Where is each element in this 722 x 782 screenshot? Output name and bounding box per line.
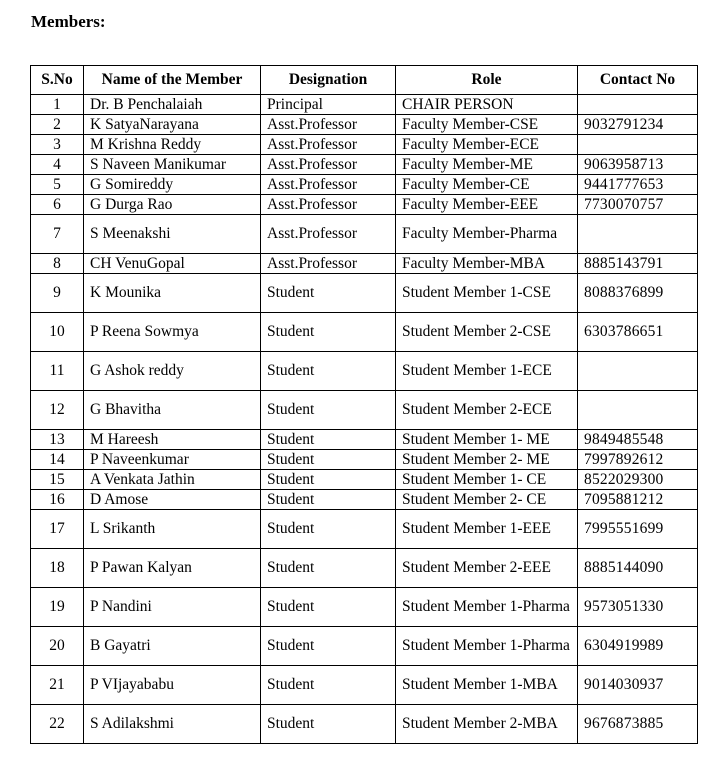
cell-contact: [578, 215, 698, 254]
table-row: [31, 627, 698, 666]
table-row: [31, 135, 698, 155]
cell-sno: 5: [31, 175, 84, 195]
cell-role: Faculty Member-ECE: [396, 135, 578, 155]
cell-contact: [578, 135, 698, 155]
cell-role: Student Member 2- CE: [396, 490, 578, 510]
cell-designation: Student: [261, 470, 396, 490]
table-body: [31, 95, 698, 744]
table-row: [31, 175, 698, 195]
cell-name: G Durga Rao: [84, 195, 261, 215]
cell-name: G Ashok reddy: [84, 352, 261, 391]
cell-role: Faculty Member-ME: [396, 155, 578, 175]
cell-sno: 12: [31, 391, 84, 430]
cell-sno: 10: [31, 313, 84, 352]
cell-contact: 9849485548: [578, 430, 698, 450]
cell-name: D Amose: [84, 490, 261, 510]
cell-role: Student Member 2-EEE: [396, 549, 578, 588]
cell-role: Student Member 1-ECE: [396, 352, 578, 391]
column-header-name: Name of the Member: [84, 66, 261, 95]
cell-contact: 8885144090: [578, 549, 698, 588]
cell-designation: Asst.Professor: [261, 195, 396, 215]
cell-role: Student Member 2-CSE: [396, 313, 578, 352]
cell-designation: Student: [261, 588, 396, 627]
cell-sno: 1: [31, 95, 84, 115]
table-row: [31, 95, 698, 115]
cell-contact: 7995551699: [578, 510, 698, 549]
table-row: [31, 274, 698, 313]
cell-sno: 17: [31, 510, 84, 549]
cell-contact: 7997892612: [578, 450, 698, 470]
cell-designation: Student: [261, 705, 396, 744]
table-row: [31, 510, 698, 549]
cell-contact: 7730070757: [578, 195, 698, 215]
cell-contact: 7095881212: [578, 490, 698, 510]
table-row: [31, 490, 698, 510]
cell-name: P VIjayababu: [84, 666, 261, 705]
cell-name: G Bhavitha: [84, 391, 261, 430]
cell-sno: 13: [31, 430, 84, 450]
cell-name: L Srikanth: [84, 510, 261, 549]
cell-contact: 9063958713: [578, 155, 698, 175]
cell-name: A Venkata Jathin: [84, 470, 261, 490]
table-row: [31, 115, 698, 135]
cell-name: P Naveenkumar: [84, 450, 261, 470]
cell-designation: Student: [261, 274, 396, 313]
cell-name: P Pawan Kalyan: [84, 549, 261, 588]
table-row: [31, 705, 698, 744]
cell-designation: Student: [261, 450, 396, 470]
cell-role: Student Member 2-ECE: [396, 391, 578, 430]
table-row: [31, 430, 698, 450]
members-table: [30, 65, 698, 744]
table-row: [31, 215, 698, 254]
table-row: [31, 450, 698, 470]
cell-sno: 7: [31, 215, 84, 254]
cell-name: S Naveen Manikumar: [84, 155, 261, 175]
cell-sno: 9: [31, 274, 84, 313]
table-row: [31, 470, 698, 490]
cell-role: Student Member 1-EEE: [396, 510, 578, 549]
cell-contact: [578, 95, 698, 115]
cell-name: Dr. B Penchalaiah: [84, 95, 261, 115]
cell-designation: Student: [261, 666, 396, 705]
cell-sno: 19: [31, 588, 84, 627]
cell-name: P Reena Sowmya: [84, 313, 261, 352]
cell-designation: Student: [261, 352, 396, 391]
table-row: [31, 254, 698, 274]
cell-role: Student Member 1-Pharma: [396, 588, 578, 627]
cell-contact: 8522029300: [578, 470, 698, 490]
cell-name: S Adilakshmi: [84, 705, 261, 744]
cell-sno: 16: [31, 490, 84, 510]
cell-designation: Asst.Professor: [261, 175, 396, 195]
cell-sno: 22: [31, 705, 84, 744]
cell-role: Student Member 2- ME: [396, 450, 578, 470]
column-header-sno: S.No: [31, 66, 84, 95]
cell-sno: 14: [31, 450, 84, 470]
cell-sno: 15: [31, 470, 84, 490]
table-row: [31, 195, 698, 215]
cell-role: Faculty Member-CSE: [396, 115, 578, 135]
cell-contact: 8088376899: [578, 274, 698, 313]
cell-sno: 11: [31, 352, 84, 391]
cell-designation: Student: [261, 313, 396, 352]
cell-designation: Asst.Professor: [261, 215, 396, 254]
cell-sno: 21: [31, 666, 84, 705]
cell-sno: 6: [31, 195, 84, 215]
cell-designation: Student: [261, 549, 396, 588]
cell-contact: 8885143791: [578, 254, 698, 274]
cell-contact: 9573051330: [578, 588, 698, 627]
table-row: [31, 549, 698, 588]
cell-designation: Student: [261, 510, 396, 549]
cell-designation: Asst.Professor: [261, 115, 396, 135]
cell-role: Student Member 2-MBA: [396, 705, 578, 744]
cell-role: Faculty Member-CE: [396, 175, 578, 195]
table-row: [31, 155, 698, 175]
column-header-role: Role: [396, 66, 578, 95]
cell-role: Faculty Member-EEE: [396, 195, 578, 215]
cell-name: S Meenakshi: [84, 215, 261, 254]
cell-role: Student Member 1-CSE: [396, 274, 578, 313]
table-row: [31, 588, 698, 627]
cell-contact: 9014030937: [578, 666, 698, 705]
table-row: [31, 313, 698, 352]
cell-sno: 8: [31, 254, 84, 274]
cell-designation: Student: [261, 430, 396, 450]
cell-role: Student Member 1- ME: [396, 430, 578, 450]
cell-designation: Asst.Professor: [261, 155, 396, 175]
column-header-contact: Contact No: [578, 66, 698, 95]
cell-contact: 9032791234: [578, 115, 698, 135]
cell-contact: [578, 391, 698, 430]
cell-contact: 6304919989: [578, 627, 698, 666]
cell-contact: 9676873885: [578, 705, 698, 744]
cell-sno: 2: [31, 115, 84, 135]
table-header: [31, 66, 698, 95]
cell-designation: Principal: [261, 95, 396, 115]
cell-name: P Nandini: [84, 588, 261, 627]
cell-contact: 6303786651: [578, 313, 698, 352]
cell-designation: Asst.Professor: [261, 254, 396, 274]
table-row: [31, 352, 698, 391]
cell-contact: 9441777653: [578, 175, 698, 195]
cell-name: M Krishna Reddy: [84, 135, 261, 155]
cell-designation: Student: [261, 391, 396, 430]
cell-designation: Asst.Professor: [261, 135, 396, 155]
cell-role: Student Member 1-MBA: [396, 666, 578, 705]
cell-role: Student Member 1-Pharma: [396, 627, 578, 666]
cell-role: Student Member 1- CE: [396, 470, 578, 490]
column-header-designation: Designation: [261, 66, 396, 95]
cell-role: Faculty Member-MBA: [396, 254, 578, 274]
cell-role: CHAIR PERSON: [396, 95, 578, 115]
members-heading: Members:: [31, 12, 106, 31]
cell-sno: 18: [31, 549, 84, 588]
cell-sno: 20: [31, 627, 84, 666]
cell-name: K SatyaNarayana: [84, 115, 261, 135]
cell-name: M Hareesh: [84, 430, 261, 450]
cell-designation: Student: [261, 490, 396, 510]
header-row: [31, 66, 698, 95]
table-row: [31, 666, 698, 705]
cell-name: CH VenuGopal: [84, 254, 261, 274]
cell-designation: Student: [261, 627, 396, 666]
cell-name: B Gayatri: [84, 627, 261, 666]
cell-name: K Mounika: [84, 274, 261, 313]
cell-contact: [578, 352, 698, 391]
cell-name: G Somireddy: [84, 175, 261, 195]
cell-sno: 3: [31, 135, 84, 155]
cell-sno: 4: [31, 155, 84, 175]
table-row: [31, 391, 698, 430]
cell-role: Faculty Member-Pharma: [396, 215, 578, 254]
